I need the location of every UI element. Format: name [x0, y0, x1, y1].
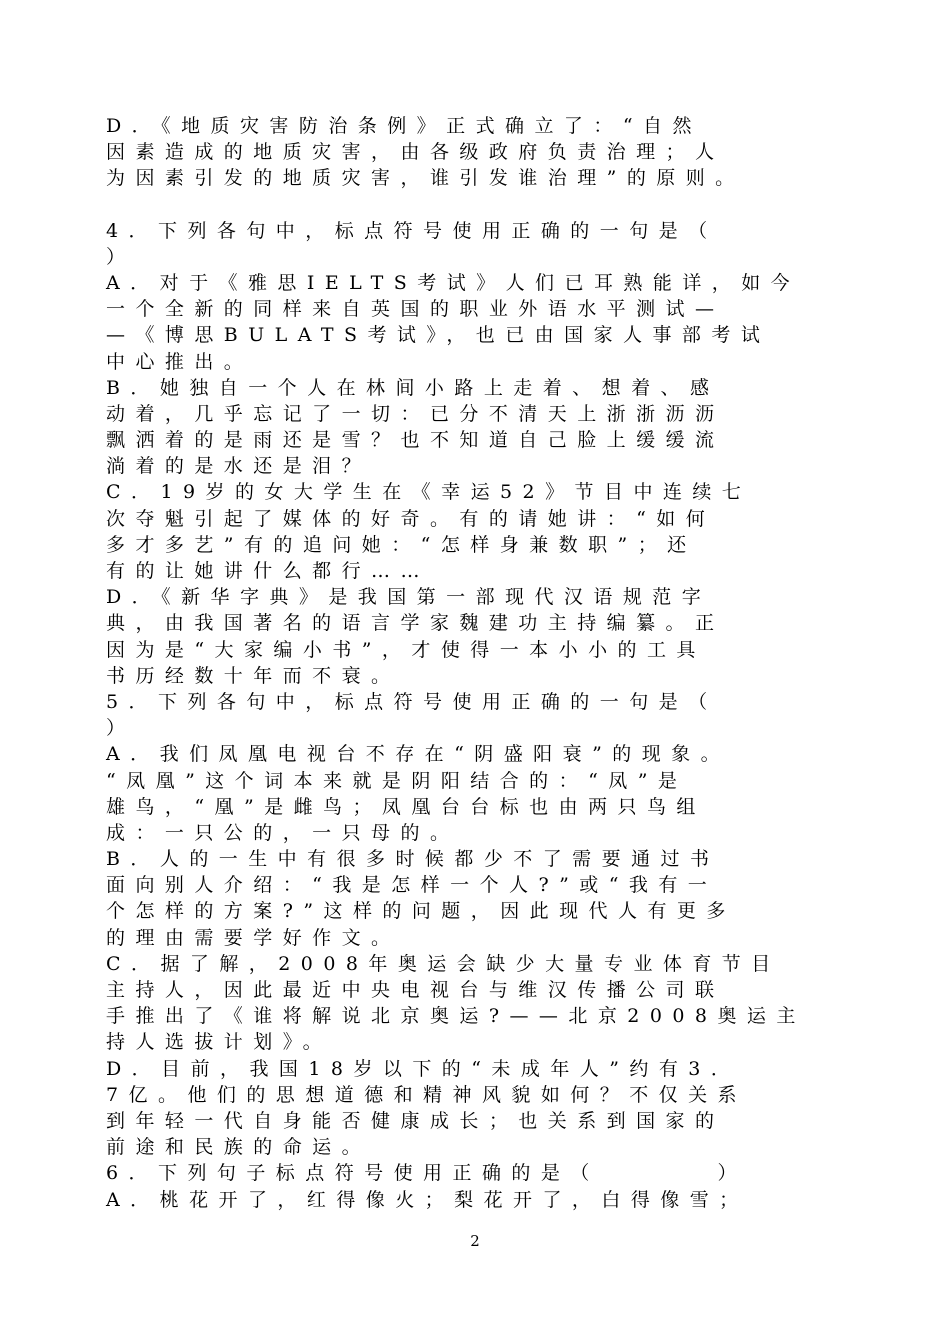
text-line: ） — [106, 717, 136, 740]
text-line: 为因素引发的地质灾害，谁引发谁治理”的原则。 — [106, 167, 745, 190]
text-line: —《博思BULATS考试》，也已由国家人事部考试 — [106, 324, 771, 347]
paragraph-gap — [106, 192, 846, 218]
text-line: 面向别人介绍：“我是怎样一个人?”或“我有一 — [106, 874, 718, 897]
page-number: 2 — [470, 1232, 480, 1250]
text-line: A．桃花开了，红得像火；梨花开了，白得像雪； — [106, 1188, 749, 1211]
text-line: D．《地质灾害防治条例》正式确立了：“自然 — [106, 115, 702, 137]
question-5-stem — [106, 689, 846, 741]
text-line: 7亿。他们的思想道德和精神风貌如何？不仅关系 — [106, 1083, 747, 1106]
text-line: 书历经数十年而不衰。 — [106, 664, 401, 687]
text-line: 手推出了《谁将解说北京奥运?——北京2008奥运主 — [106, 1005, 806, 1028]
text-line: 动着，几乎忘记了一切：已分不清天上浙浙沥沥 — [106, 402, 725, 425]
text-line: B．她独自一个人在林间小路上走着、想着、感 — [106, 376, 720, 399]
text-line: C．据了解，2008年奥运会缺少大量专业体育节目 — [106, 952, 781, 975]
text-line: 典，由我国著名的语言学家魏建功主持编纂。正 — [106, 612, 725, 635]
document-body — [106, 113, 846, 1213]
text-line: 前途和民族的命运。 — [106, 1136, 372, 1159]
text-line: 5．下列各句中，标点符号使用正确的一句是（ — [106, 690, 718, 713]
question-6-stem — [106, 1160, 846, 1186]
text-line: D．目前，我国18岁以下的“未成年人”约有3． — [106, 1057, 741, 1080]
text-line: 主持人，因此最近中央电视台与维汉传播公司联 — [106, 979, 725, 1001]
text-line: 淌着的是水还是泪？ — [106, 455, 372, 478]
text-line: 的理由需要学好作文。 — [106, 926, 401, 949]
question-5-option-b — [106, 846, 846, 951]
text-line: ） — [106, 245, 136, 268]
question-4-option-b — [106, 375, 846, 480]
text-line: 中心推出。 — [106, 350, 254, 373]
text-line: D．《新华字典》是我国第一部现代汉语规范字 — [106, 586, 712, 609]
text-line: A．对于《雅思IELTS考试》人们已耳熟能详，如今 — [106, 271, 801, 294]
question-6 — [106, 1160, 846, 1212]
text-line: 一个全新的同样来自英国的职业外语水平测试— — [106, 298, 725, 321]
question-4-stem — [106, 218, 846, 270]
question-5-option-c — [106, 951, 846, 1056]
question-4-option-c — [106, 479, 846, 584]
question-3-option-d — [106, 113, 846, 192]
question-6-option-a — [106, 1187, 846, 1213]
text-line: 持人选拔计划》。 — [106, 1031, 333, 1054]
text-line: 有的让她讲什么都行…… — [106, 560, 430, 582]
text-line: “凤凰”这个词本来就是阴阳结合的：“凤”是 — [106, 769, 688, 792]
text-line: C．19岁的女大学生在《幸运52》节目中连续七 — [106, 481, 752, 504]
question-4-option-d — [106, 584, 846, 689]
question-4-option-a — [106, 270, 846, 375]
text-line: 4．下列各句中，标点符号使用正确的一句是（ — [106, 219, 718, 242]
text-line: 成：一只公的，一只母的。 — [106, 821, 460, 844]
text-line: 因素造成的地质灾害，由各级政府负责治理；人 — [106, 141, 725, 164]
text-line: B．人的一生中有很多时候都少不了需要通过书 — [106, 848, 720, 871]
text-line: 飘洒着的是雨还是雪？也不知道自己脸上缓缓流 — [106, 429, 725, 452]
text-line: A．我们凤凰电视台不存在“阴盛阳衰”的现象。 — [106, 743, 731, 766]
text-line: 因为是“大家编小书”，才使得一本小小的工具 — [106, 638, 706, 661]
question-5-option-d — [106, 1056, 846, 1161]
question-5-option-a — [106, 741, 846, 846]
text-line: 个怎样的方案?”这样的问题，因此现代人有更多 — [106, 900, 736, 923]
text-line: 6．下列句子标点符号使用正确的是（ ） — [106, 1162, 747, 1185]
question-4 — [106, 218, 846, 689]
question-5 — [106, 689, 846, 1160]
text-line: 多才多艺”有的追问她：“怎样身兼数职”；还 — [106, 533, 697, 556]
text-line: 到年轻一代自身能否健康成长；也关系到国家的 — [106, 1109, 725, 1132]
text-line: 雄鸟，“凰”是雌鸟；凤凰台台标也由两只鸟组 — [106, 795, 706, 818]
text-line: 次夺魁引起了媒体的好奇。有的请她讲：“如何 — [106, 507, 716, 530]
